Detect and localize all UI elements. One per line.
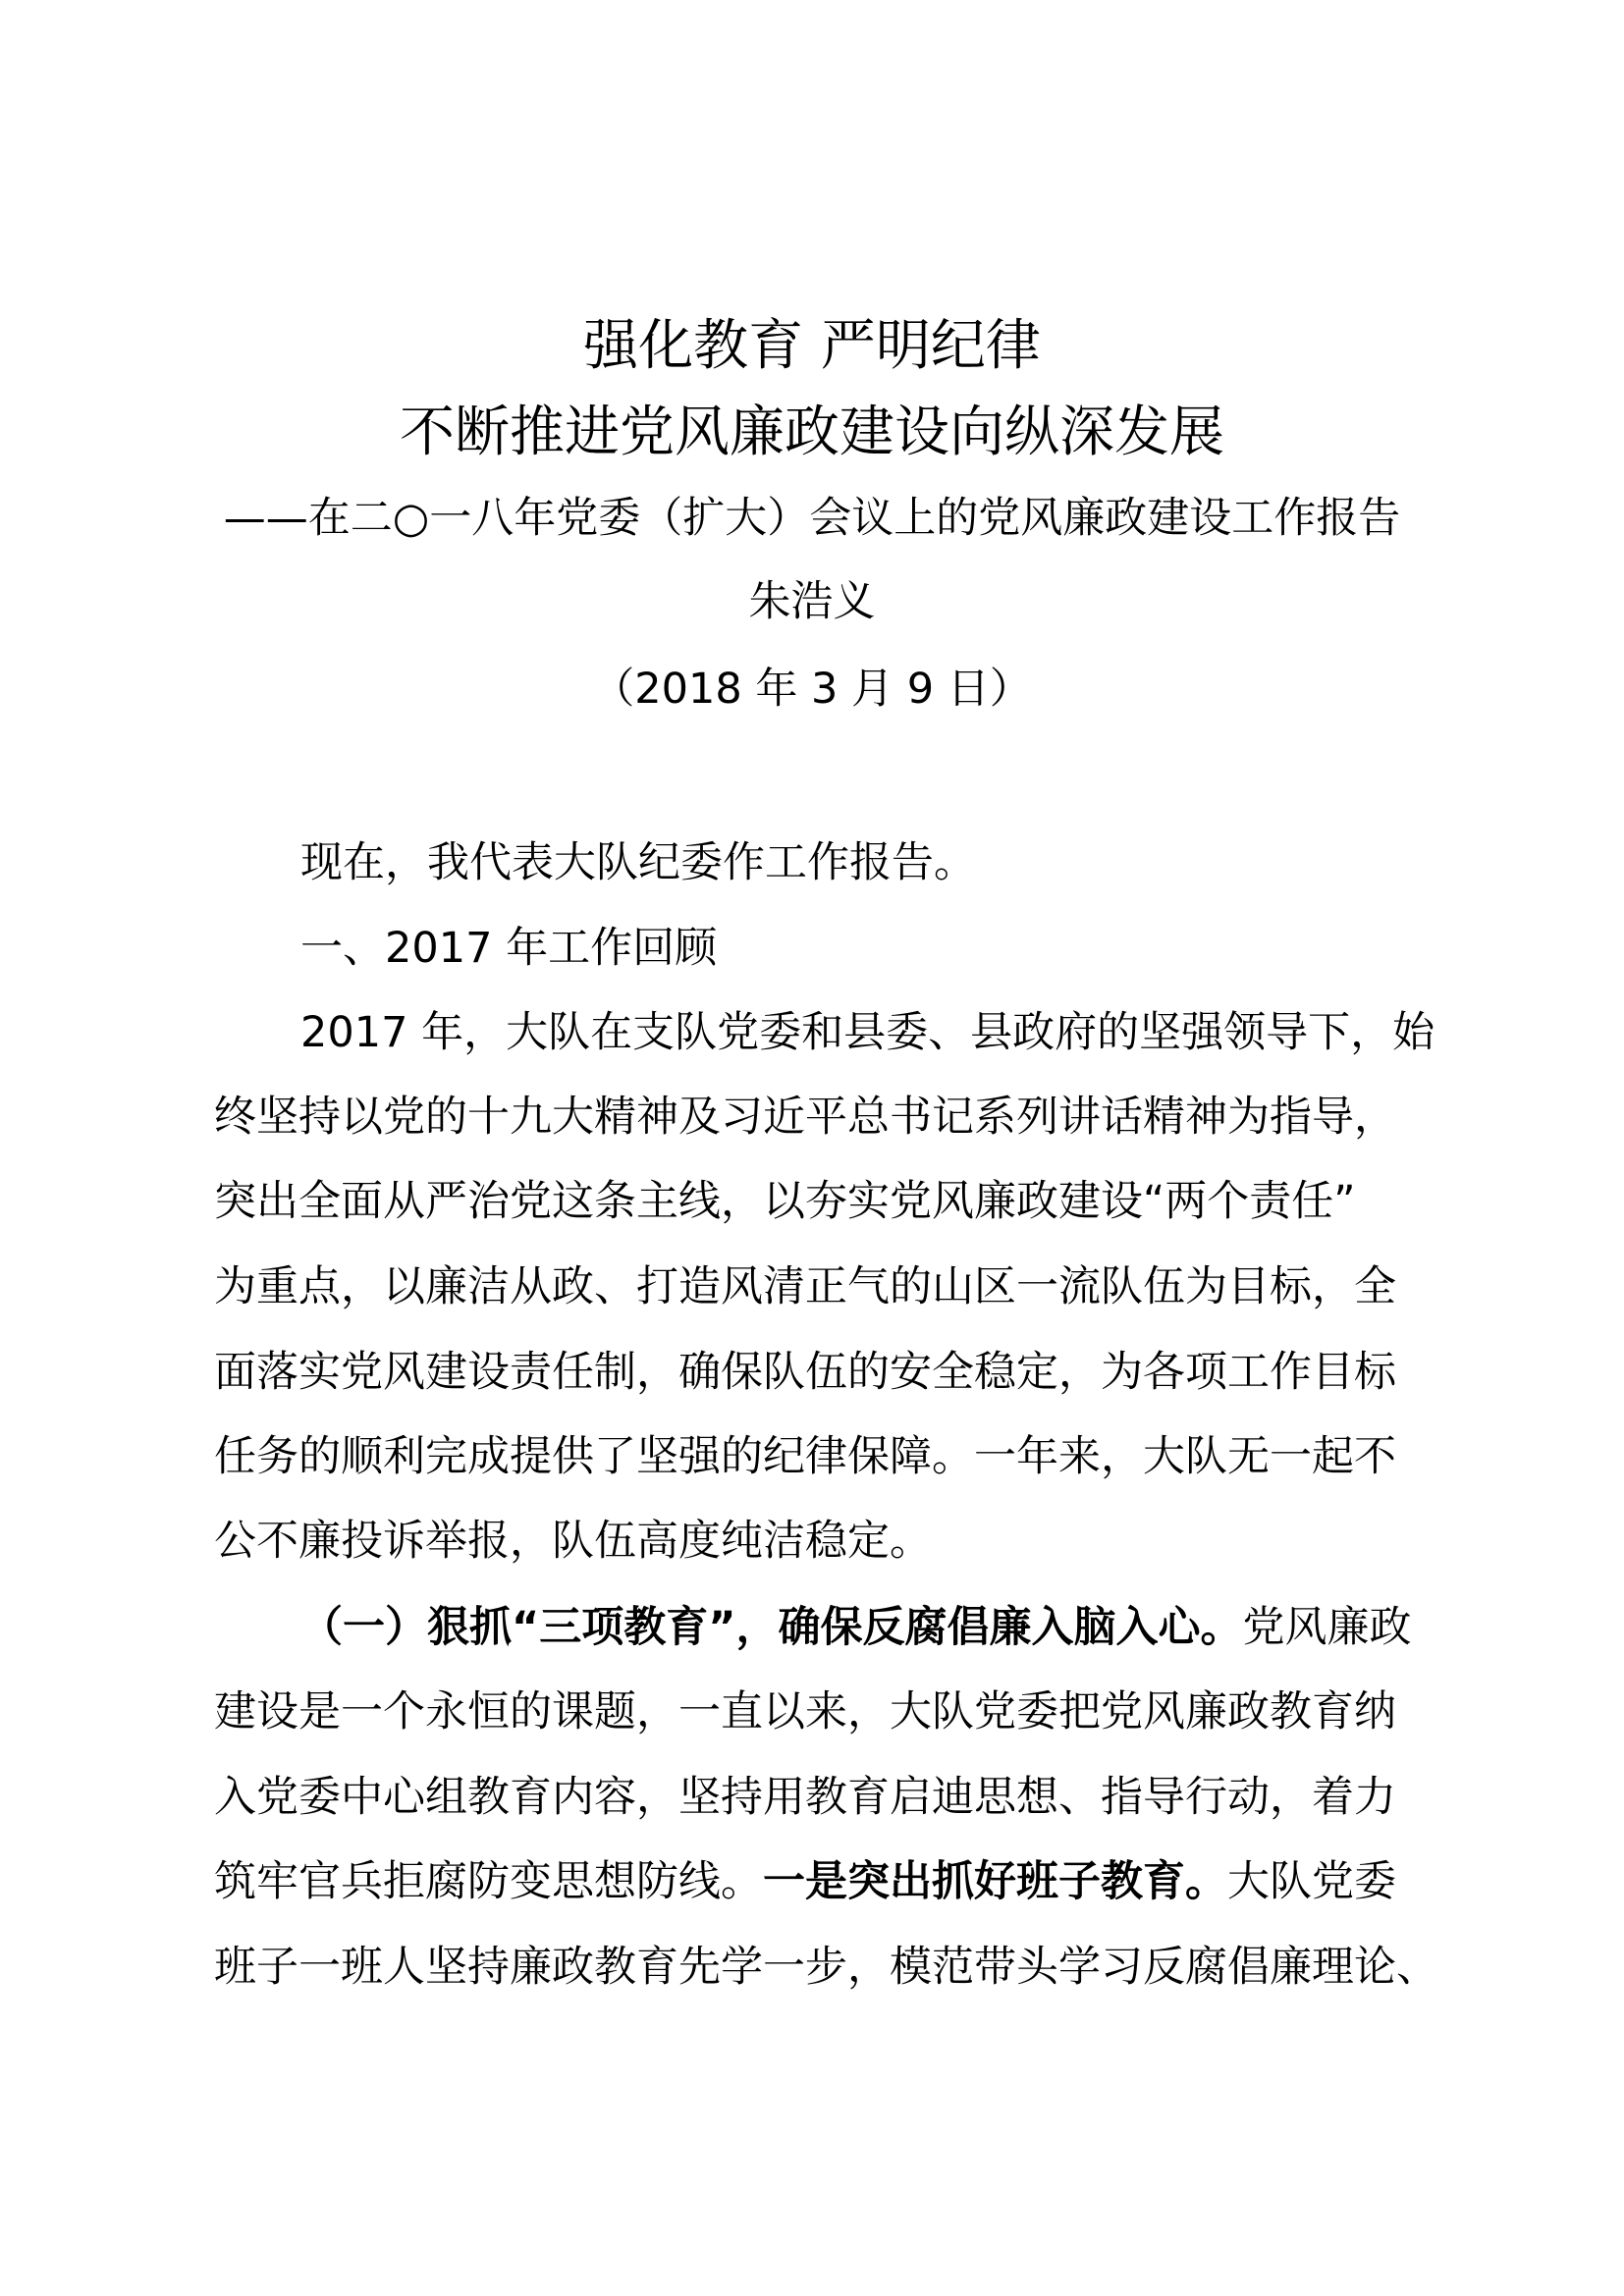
subsection-heading-bold: （一）狠抓“三项教育”，确保反腐倡廉入脑入心。 <box>300 1603 1243 1652</box>
body-line: 公不廉投诉举报，队伍高度纯洁稳定。 <box>214 1517 932 1566</box>
body-line-mixed <box>214 1857 1396 1906</box>
section-heading-review: 一、2017 年工作回顾 <box>300 924 718 973</box>
body-line: 为重点，以廉洁从政、打造风清正气的山区一流队伍为目标，全 <box>214 1262 1396 1311</box>
body-line: 突出全面从严治党这条主线，以夯实党风廉政建设“两个责任” <box>214 1177 1356 1226</box>
body-text: 大队党委 <box>1227 1857 1396 1906</box>
document-author: 朱浩义 <box>748 577 876 626</box>
body-line: 终坚持以党的十九大精神及习近平总书记系列讲话精神为指导， <box>214 1093 1396 1142</box>
document-date: （2018 年 3 月 9 日） <box>592 665 1032 714</box>
body-line: 任务的顺利完成提供了坚强的纪律保障。一年来，大队无一起不 <box>214 1432 1396 1481</box>
document-title-line1: 强化教育 严明纪律 <box>583 314 1041 378</box>
body-line: 面落实党风建设责任制，确保队伍的安全稳定，为各项工作目标 <box>214 1348 1396 1397</box>
subsection-heading-rest: 党风廉政 <box>1242 1603 1412 1652</box>
body-line: 班子一班人坚持廉政教育先学一步，模范带头学习反腐倡廉理论、 <box>214 1943 1438 1992</box>
subsection-heading-line <box>300 1603 1412 1652</box>
body-line: 建设是一个永恒的课题，一直以来，大队党委把党风廉政教育纳 <box>214 1687 1396 1736</box>
body-line: 2017 年，大队在支队党委和县委、县政府的坚强领导下，始 <box>300 1008 1435 1057</box>
document-title-line2: 不断推进党风廉政建设向纵深发展 <box>400 400 1224 464</box>
document-subtitle: ——在二○一八年党委（扩大）会议上的党风廉政建设工作报告 <box>223 494 1401 543</box>
body-text: 筑牢官兵拒腐防变思想防线。 <box>214 1857 763 1906</box>
emphasis-text: 一是突出抓好班子教育。 <box>763 1857 1227 1906</box>
body-paragraph-intro: 现在，我代表大队纪委作工作报告。 <box>300 838 976 887</box>
body-line: 入党委中心组教育内容，坚持用教育启迪思想、指导行动，着力 <box>214 1773 1396 1822</box>
